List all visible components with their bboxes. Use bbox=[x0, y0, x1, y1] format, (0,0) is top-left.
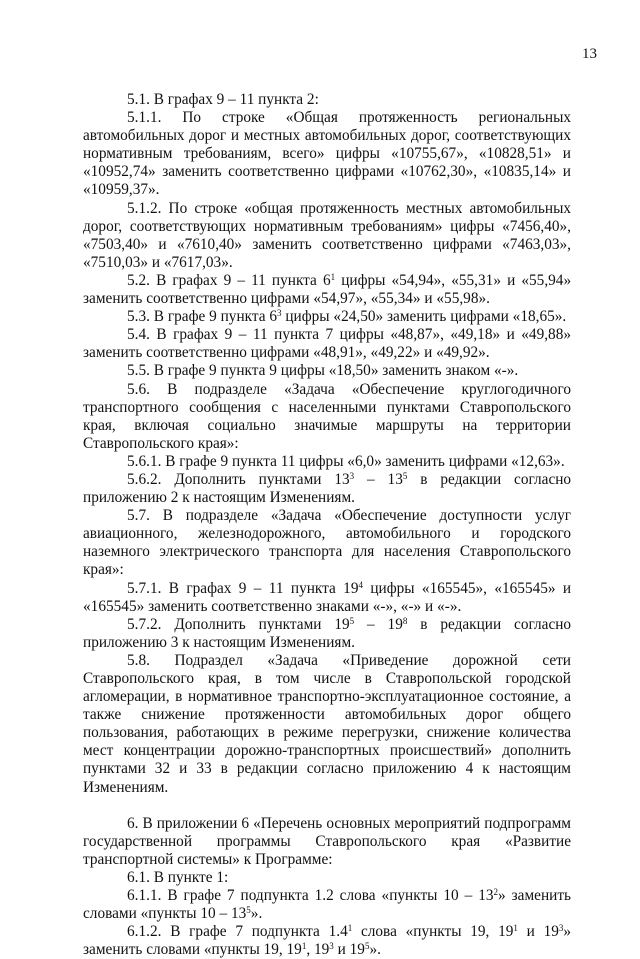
paragraph-6-1-2: 6.1.2. В графе 7 подпункта $1.4^1$ слова «пункты 19, $19^1$ и $19^3$» заменить словами «пункты 19, $19^1$, $19^3$ и $19^5$». bbox=[83, 923, 572, 959]
paragraph-5-3: 5.3. В графе 9 пункта $6^3$ цифры «24,50» заменить цифрами «18,65». bbox=[127, 308, 567, 326]
paragraph-6: 6. В приложении 6 «Перечень основных мероприятий подпрограмм государственной программы Ставропольского края «Развитие транспортной системы» к Программе: bbox=[83, 814, 571, 868]
paragraph-5-6-2: 5.6.2. Дополнить пунктами $13^3 - 13^5$ в редакции согласно приложению 2 к настоящим Изменениям. bbox=[83, 470, 572, 507]
paragraph-5-1-1: 5.1.1. По строке «Общая протяженность региональных автомобильных дорог и местных автомобильных дорог, соответствующих нормативным требованиям, всего» цифры «10755,67», «10828,51» и «10952,74» заменить соответственно цифрами «10762,30», «10835,14» и «10959,37». bbox=[83, 109, 571, 199]
paragraph-5-1: 5.1. В графах 9 – 11 пункта 2: bbox=[127, 91, 319, 108]
document-body bbox=[83, 91, 571, 959]
paragraph-5-7-1: 5.7.1. В графах 9 – 11 пункта $19^4$ цифры «165545», «165545» и «165545» заменить соответственно знаками «-», «-» и «-». bbox=[83, 579, 572, 615]
section-gap bbox=[83, 797, 571, 815]
paragraph-6-1-1: 6.1.1. В графе 7 подпункта 1.2 слова «пункты $10 - 13^2$» заменить словами «пункты $10 - 13^5$». bbox=[83, 887, 571, 923]
paragraph-5-4: 5.4. В графах 9 – 11 пункта 7 цифры «48,87», «49,18» и «49,88» заменить соответственно цифрами «48,91», «49,22» и «49,92». bbox=[83, 326, 571, 362]
paragraph-5-5: 5.5. В графе 9 пункта 9 цифры «18,50» заменить знаком «-». bbox=[127, 362, 519, 380]
page-number: 13 bbox=[582, 46, 597, 62]
paragraph-5-6: 5.6. В подразделе «Задача «Обеспечение круглогодичного транспортного сообщения с населенными пунктами Ставропольского края, включая социально значимые маршруты на территории Ставропольского края»: bbox=[83, 380, 571, 452]
paragraph-5-8: 5.8. Подраздел «Задача «Приведение дорожной сети Ставропольского края, в том числе в Ставропольской городской агломерации, в нормативное транспортно-эксплуатационное состояние, а также снижение протяженности автомобильных дорог общего пользования, работающих в режиме перегрузки, снижение количества мест концентрации дорожно-транспортных происшествий» дополнить пунктами 32 и 33 в редакции согласно приложению 4 к настоящим Изменениям. bbox=[83, 651, 571, 796]
paragraph-5-7-2: 5.7.2. Дополнить пунктами $19^5 - 19^8$ в редакции согласно приложению 3 к настоящим Изменениям. bbox=[83, 615, 572, 651]
paragraph-5-2: 5.2. В графах 9 – 11 пункта $6^1$ цифры «54,94», «55,31» и «55,94» заменить соответственно цифрами «54,97», «55,34» и «55,98». bbox=[83, 271, 572, 308]
paragraph-5-7: 5.7. В подразделе «Задача «Обеспечение доступности услуг авиационного, железнодорожного, автомобильного и городского наземного электрического транспорта для населения Ставропольского края»: bbox=[83, 507, 571, 579]
paragraph-5-1-2: 5.1.2. По строке «общая протяженность местных автомобильных дорог, соответствующих нормативным требованиям» цифры «7456,40», «7503,40» и «7610,40» заменить соответственно цифрами «7463,03», «7510,03» и «7617,03». bbox=[83, 199, 571, 271]
paragraph-6-1: 6.1. В пункте 1: bbox=[127, 868, 229, 886]
paragraph-5-6-1: 5.6.1. В графе 9 пункта 11 цифры «6,0» заменить цифрами «12,63». bbox=[127, 452, 565, 470]
